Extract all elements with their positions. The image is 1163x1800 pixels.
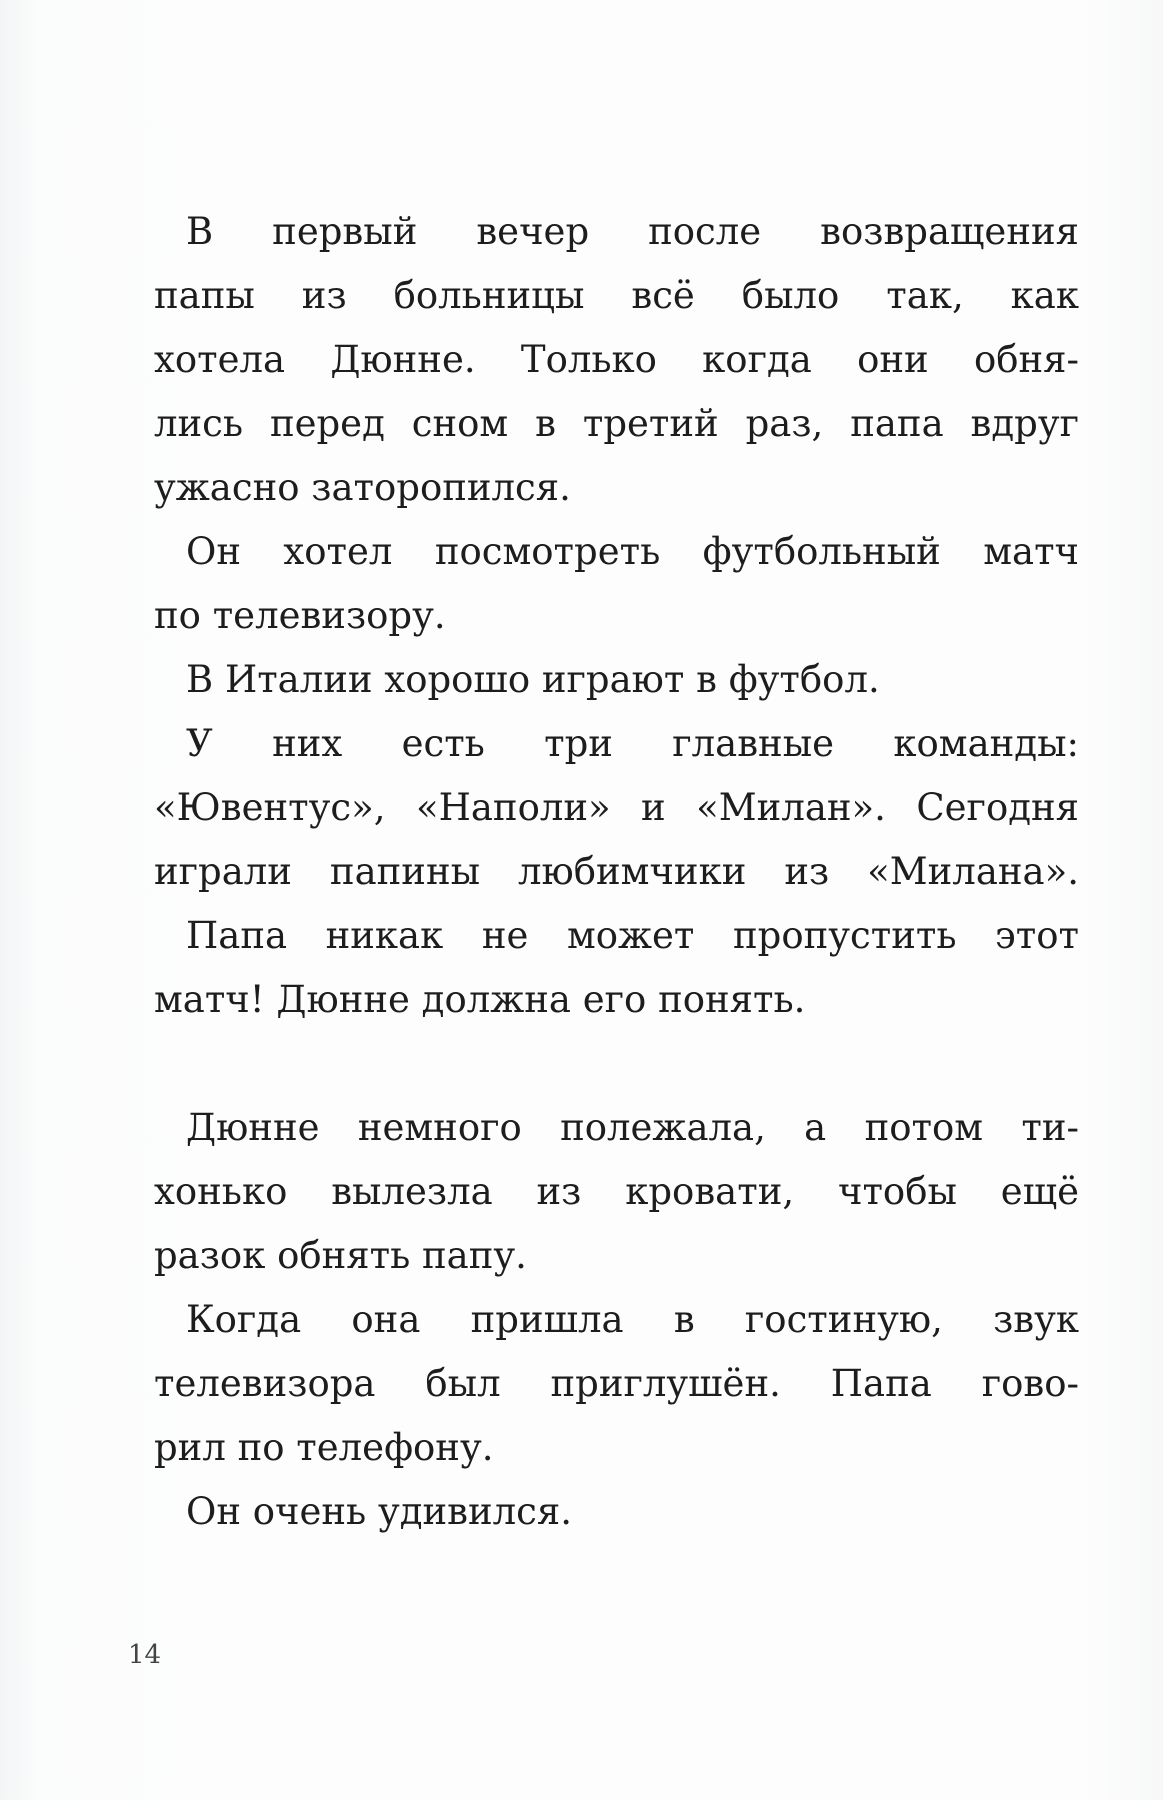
text-line: лись перед сном в третий раз, папа вдруг bbox=[154, 402, 1079, 445]
text-line: по телевизору. bbox=[154, 594, 446, 637]
text-line: телевизора был приглушён. Папа гово- bbox=[154, 1362, 1079, 1405]
text-line: «Ювентус», «Наполи» и «Милан». Сегодня bbox=[154, 786, 1079, 829]
text-line: Он очень удивился. bbox=[186, 1490, 572, 1533]
text-line: хонько вылезла из кровати, чтобы ещё bbox=[154, 1170, 1079, 1213]
text-line: разок обнять папу. bbox=[154, 1234, 527, 1277]
text-line: Папа никак не может пропустить этот bbox=[186, 914, 1079, 957]
text-line: матч! Дюнне должна его понять. bbox=[154, 978, 806, 1021]
text-line: В первый вечер после возвращения bbox=[186, 210, 1079, 253]
text-line: папы из больницы всё было так, как bbox=[154, 274, 1079, 317]
text-line: рил по телефону. bbox=[154, 1426, 494, 1469]
text-line: ужасно заторопился. bbox=[154, 466, 571, 509]
text-line: Он хотел посмотреть футбольный матч bbox=[186, 530, 1079, 573]
text-line: У них есть три главные команды: bbox=[186, 722, 1079, 765]
text-line: хотела Дюнне. Только когда они обня- bbox=[154, 338, 1079, 381]
text-line: Дюнне немного полежала, а потом ти- bbox=[186, 1106, 1079, 1149]
text-line: Когда она пришла в гостиную, звук bbox=[186, 1298, 1079, 1341]
text-line: В Италии хорошо играют в футбол. bbox=[186, 658, 880, 701]
text-line: играли папины любимчики из «Милана». bbox=[154, 850, 1079, 893]
page-number: 14 bbox=[128, 1640, 162, 1670]
